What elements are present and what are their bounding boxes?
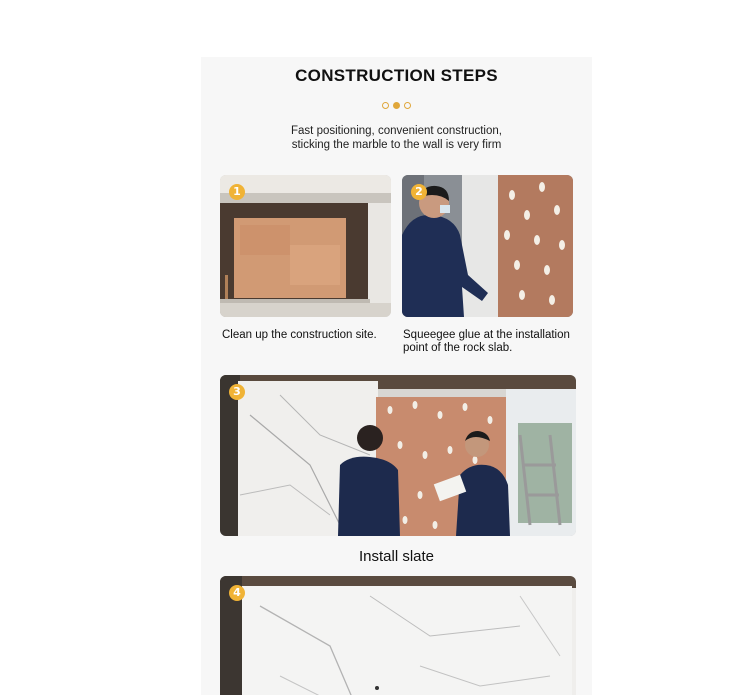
title-divider-dots xyxy=(201,102,592,109)
step-1-illustration xyxy=(220,175,391,317)
step-1-number-badge: 1 xyxy=(229,184,245,200)
step-3-number-badge: 3 xyxy=(229,384,245,400)
step-4-photo xyxy=(220,576,576,695)
step-3-caption: Install slate xyxy=(358,548,435,565)
step-1-photo xyxy=(220,175,391,317)
divider-dot xyxy=(382,102,389,109)
subtitle-line-1: Fast positioning, convenient construction, xyxy=(291,125,502,137)
step-3-photo xyxy=(220,375,576,536)
subtitle-line-2: sticking the marble to the wall is very firm xyxy=(291,139,502,151)
step-2-photo xyxy=(402,175,573,317)
page-title: CONSTRUCTION STEPS xyxy=(295,66,498,85)
step-2-number-badge: 2 xyxy=(411,184,427,200)
step-4-illustration xyxy=(220,576,576,695)
step-2-illustration xyxy=(402,175,573,317)
step-1-caption: Clean up the construction site. xyxy=(222,329,377,341)
page-subtitle xyxy=(201,124,592,152)
step-2-caption-line-2: point of the rock slab. xyxy=(403,342,513,354)
divider-dot xyxy=(404,102,411,109)
step-4-number-badge: 4 xyxy=(229,585,245,601)
step-2-caption-line-1: Squeegee glue at the installation xyxy=(403,329,570,341)
step-3-illustration xyxy=(220,375,576,536)
divider-dot-active xyxy=(393,102,400,109)
step-2-caption xyxy=(403,329,592,355)
construction-steps-panel xyxy=(201,57,592,695)
